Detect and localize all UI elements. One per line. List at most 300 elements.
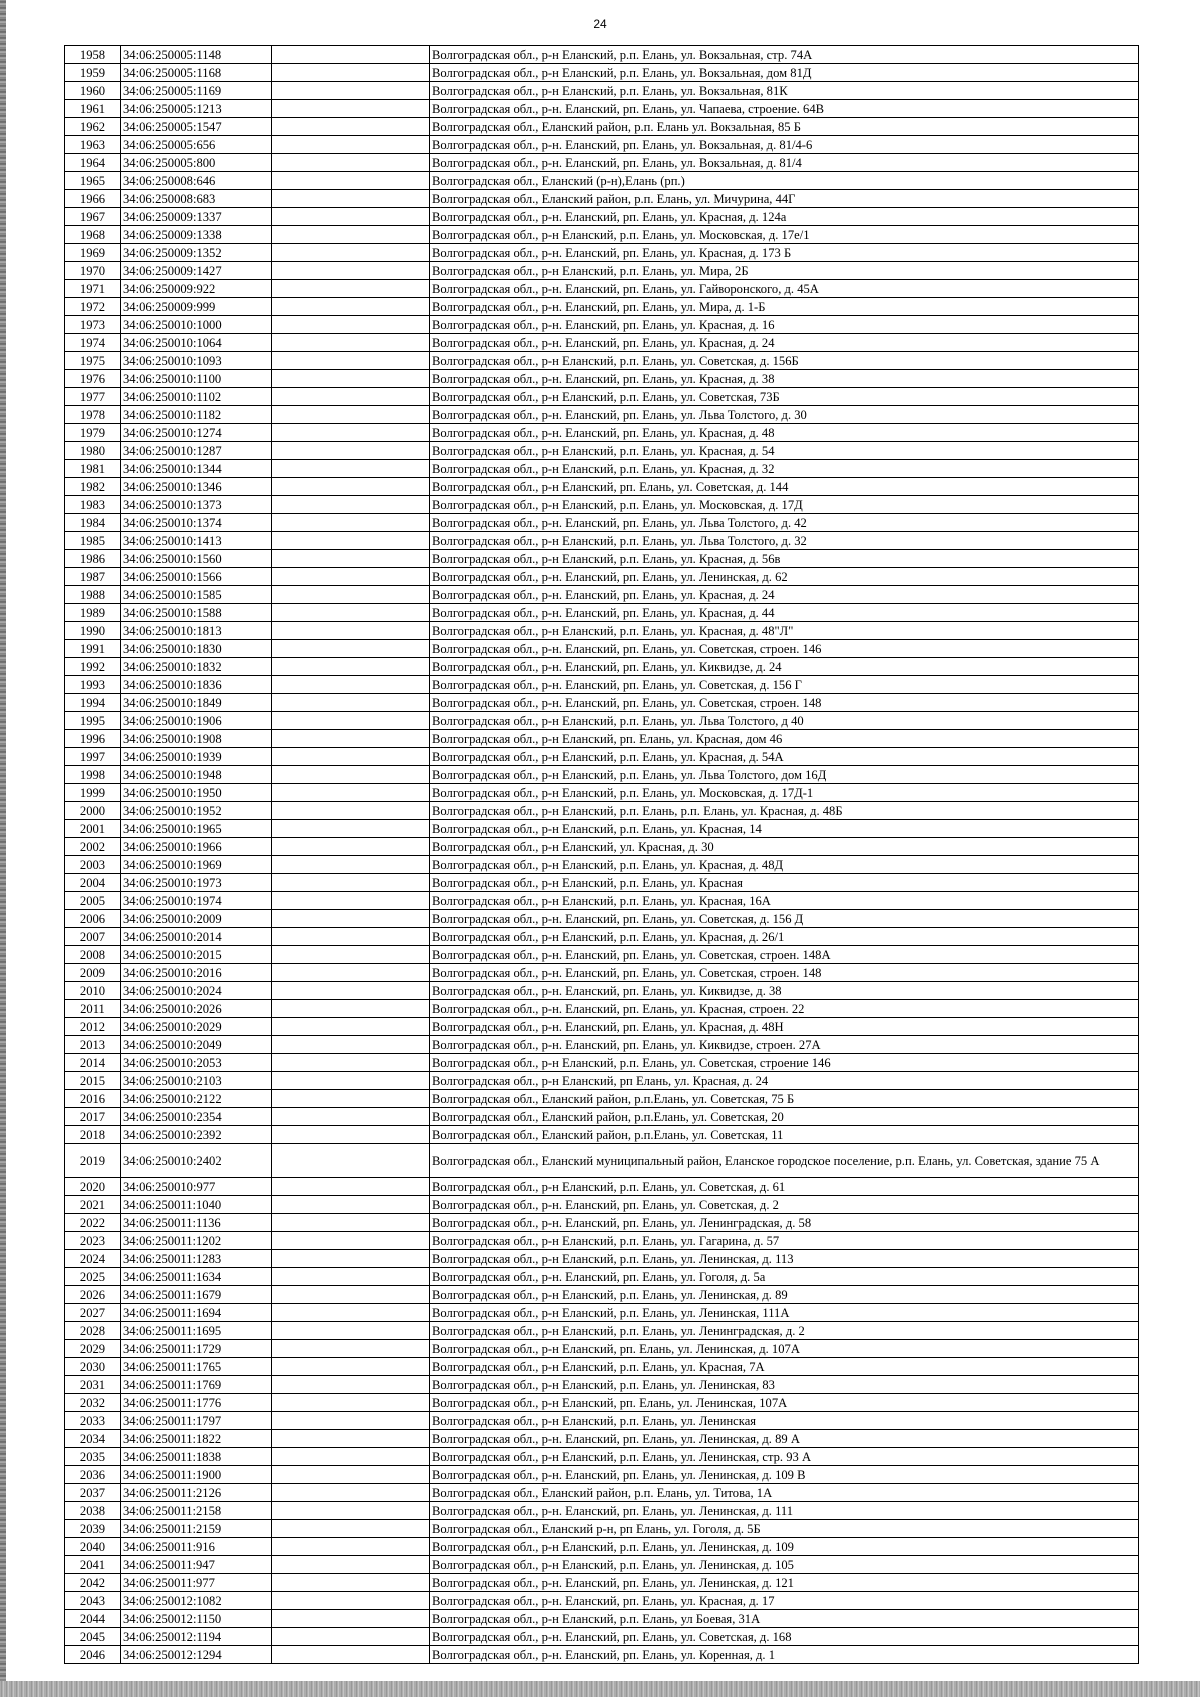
- table-row: [65, 1144, 1139, 1178]
- address-cell: Волгоградская обл., р-н Еланский, р.п. Елань, ул. Ленинградская, д. 2: [430, 1322, 1139, 1340]
- row-number-cell: 2035: [65, 1448, 121, 1466]
- empty-cell: [272, 1090, 430, 1108]
- cadastral-number-cell: 34:06:250010:1287: [121, 442, 272, 460]
- row-number-cell: 2041: [65, 1556, 121, 1574]
- cadastral-number-cell: 34:06:250011:947: [121, 1556, 272, 1574]
- row-number-cell: 1983: [65, 496, 121, 514]
- address-cell: Волгоградская обл., р-н. Еланский, рп. Елань, ул. Красная, д. 124а: [430, 208, 1139, 226]
- empty-cell: [272, 910, 430, 928]
- empty-cell: [272, 622, 430, 640]
- table-row: [65, 208, 1139, 226]
- address-cell: Волгоградская обл., Еланский (р-н),Елань (рп.): [430, 172, 1139, 190]
- table-row: [65, 1072, 1139, 1090]
- row-number-cell: 2026: [65, 1286, 121, 1304]
- address-cell: Волгоградская обл., р-н. Еланский, рп. Елань, ул. Красная, д. 17: [430, 1592, 1139, 1610]
- row-number-cell: 2036: [65, 1466, 121, 1484]
- cadastral-number-cell: 34:06:250010:1908: [121, 730, 272, 748]
- registry-table-body: [65, 46, 1139, 1664]
- row-number-cell: 2033: [65, 1412, 121, 1430]
- empty-cell: [272, 748, 430, 766]
- table-row: [65, 496, 1139, 514]
- empty-cell: [272, 1376, 430, 1394]
- address-cell: Волгоградская обл., р-н Еланский, р.п. Елань, ул. Ленинская, стр. 93 А: [430, 1448, 1139, 1466]
- address-cell: Волгоградская обл., р-н. Еланский, рп. Елань, ул. Ленинская, д. 111: [430, 1502, 1139, 1520]
- table-row: [65, 136, 1139, 154]
- address-cell: Волгоградская обл., р-н. Еланский, рп. Елань, ул. Мира, д. 1-Б: [430, 298, 1139, 316]
- row-number-cell: 1974: [65, 334, 121, 352]
- address-cell: Волгоградская обл., р-н. Еланский, рп. Елань, ул. Советская, д. 156 Д: [430, 910, 1139, 928]
- table-row: [65, 1340, 1139, 1358]
- table-row: [65, 1250, 1139, 1268]
- empty-cell: [272, 1430, 430, 1448]
- empty-cell: [272, 100, 430, 118]
- cadastral-number-cell: 34:06:250011:1694: [121, 1304, 272, 1322]
- table-row: [65, 1214, 1139, 1232]
- address-cell: Волгоградская обл., р-н. Еланский, рп. Елань, ул. Киквидзе, строен. 27А: [430, 1036, 1139, 1054]
- table-row: [65, 1196, 1139, 1214]
- row-number-cell: 2023: [65, 1232, 121, 1250]
- cadastral-number-cell: 34:06:250010:2024: [121, 982, 272, 1000]
- cadastral-number-cell: 34:06:250010:2402: [121, 1144, 272, 1178]
- table-row: [65, 586, 1139, 604]
- address-cell: Волгоградская обл., р-н. Еланский, рп. Елань, ул. Красная, д. 16: [430, 316, 1139, 334]
- row-number-cell: 2025: [65, 1268, 121, 1286]
- empty-cell: [272, 874, 430, 892]
- empty-cell: [272, 1628, 430, 1646]
- address-cell: Волгоградская обл., р-н Еланский, р.п. Елань, ул. Красная, 14: [430, 820, 1139, 838]
- cadastral-number-cell: 34:06:250010:2009: [121, 910, 272, 928]
- table-row: [65, 532, 1139, 550]
- cadastral-number-cell: 34:06:250010:1566: [121, 568, 272, 586]
- address-cell: Волгоградская обл., р-н Еланский, р.п. Елань, ул. Красная, д. 54: [430, 442, 1139, 460]
- empty-cell: [272, 1502, 430, 1520]
- row-number-cell: 2021: [65, 1196, 121, 1214]
- table-row: [65, 1394, 1139, 1412]
- address-cell: Волгоградская обл., р-н Еланский, р.п. Елань, ул. Льва Толстого, д 40: [430, 712, 1139, 730]
- cadastral-number-cell: 34:06:250009:1338: [121, 226, 272, 244]
- empty-cell: [272, 586, 430, 604]
- table-row: [65, 1090, 1139, 1108]
- row-number-cell: 2006: [65, 910, 121, 928]
- address-cell: Волгоградская обл., р-н Еланский, р.п. Елань, ул. Красная, д. 32: [430, 460, 1139, 478]
- empty-cell: [272, 190, 430, 208]
- empty-cell: [272, 82, 430, 100]
- cadastral-number-cell: 34:06:250005:800: [121, 154, 272, 172]
- table-row: [65, 1448, 1139, 1466]
- row-number-cell: 2013: [65, 1036, 121, 1054]
- address-cell: Волгоградская обл., р-н. Еланский, рп. Елань, ул. Красная, строен. 22: [430, 1000, 1139, 1018]
- table-row: [65, 730, 1139, 748]
- cadastral-number-cell: 34:06:250011:1283: [121, 1250, 272, 1268]
- empty-cell: [272, 406, 430, 424]
- cadastral-number-cell: 34:06:250005:1169: [121, 82, 272, 100]
- table-row: [65, 1358, 1139, 1376]
- cadastral-number-cell: 34:06:250010:1100: [121, 370, 272, 388]
- cadastral-number-cell: 34:06:250011:1822: [121, 1430, 272, 1448]
- table-row: [65, 928, 1139, 946]
- table-row: [65, 1304, 1139, 1322]
- row-number-cell: 1982: [65, 478, 121, 496]
- empty-cell: [272, 1610, 430, 1628]
- table-row: [65, 442, 1139, 460]
- empty-cell: [272, 1268, 430, 1286]
- row-number-cell: 2024: [65, 1250, 121, 1268]
- cadastral-number-cell: 34:06:250011:916: [121, 1538, 272, 1556]
- table-row: [65, 694, 1139, 712]
- row-number-cell: 1979: [65, 424, 121, 442]
- table-row: [65, 622, 1139, 640]
- table-row: [65, 172, 1139, 190]
- table-row: [65, 190, 1139, 208]
- cadastral-number-cell: 34:06:250010:1813: [121, 622, 272, 640]
- cadastral-number-cell: 34:06:250010:1830: [121, 640, 272, 658]
- row-number-cell: 1972: [65, 298, 121, 316]
- cadastral-number-cell: 34:06:250010:1373: [121, 496, 272, 514]
- row-number-cell: 1968: [65, 226, 121, 244]
- address-cell: Волгоградская обл., р-н Еланский, р.п. Елань, ул. Мира, 2Б: [430, 262, 1139, 280]
- empty-cell: [272, 118, 430, 136]
- empty-cell: [272, 1178, 430, 1196]
- row-number-cell: 2003: [65, 856, 121, 874]
- row-number-cell: 2000: [65, 802, 121, 820]
- row-number-cell: 2042: [65, 1574, 121, 1592]
- empty-cell: [272, 1520, 430, 1538]
- row-number-cell: 1998: [65, 766, 121, 784]
- row-number-cell: 1965: [65, 172, 121, 190]
- row-number-cell: 2019: [65, 1144, 121, 1178]
- row-number-cell: 2011: [65, 1000, 121, 1018]
- cadastral-number-cell: 34:06:250010:1274: [121, 424, 272, 442]
- row-number-cell: 2012: [65, 1018, 121, 1036]
- empty-cell: [272, 1556, 430, 1574]
- empty-cell: [272, 1340, 430, 1358]
- table-row: [65, 226, 1139, 244]
- row-number-cell: 1962: [65, 118, 121, 136]
- address-cell: Волгоградская обл., Еланский район, р.п.Елань, ул. Советская, 11: [430, 1126, 1139, 1144]
- row-number-cell: 2002: [65, 838, 121, 856]
- address-cell: Волгоградская обл., р-н Еланский, р.п. Елань, ул. Советская, д. 156Б: [430, 352, 1139, 370]
- cadastral-number-cell: 34:06:250010:1182: [121, 406, 272, 424]
- cadastral-number-cell: 34:06:250012:1150: [121, 1610, 272, 1628]
- row-number-cell: 1976: [65, 370, 121, 388]
- empty-cell: [272, 658, 430, 676]
- address-cell: Волгоградская обл., р-н Еланский, р.п. Елань, ул. Московская, д. 17е/1: [430, 226, 1139, 244]
- table-row: [65, 568, 1139, 586]
- address-cell: Волгоградская обл., р-н. Еланский, рп. Елань, ул. Советская, д. 2: [430, 1196, 1139, 1214]
- address-cell: Волгоградская обл., р-н. Еланский, рп. Елань, ул. Красная, д. 44: [430, 604, 1139, 622]
- cadastral-number-cell: 34:06:250011:1679: [121, 1286, 272, 1304]
- empty-cell: [272, 352, 430, 370]
- table-row: [65, 154, 1139, 172]
- table-row: [65, 784, 1139, 802]
- cadastral-number-cell: 34:06:250010:1969: [121, 856, 272, 874]
- address-cell: Волгоградская обл., р-н Еланский, р.п. Елань, ул. Московская, д. 17Д-1: [430, 784, 1139, 802]
- table-row: [65, 406, 1139, 424]
- empty-cell: [272, 1286, 430, 1304]
- row-number-cell: 2017: [65, 1108, 121, 1126]
- row-number-cell: 2027: [65, 1304, 121, 1322]
- empty-cell: [272, 604, 430, 622]
- table-row: [65, 1646, 1139, 1664]
- cadastral-number-cell: 34:06:250011:2158: [121, 1502, 272, 1520]
- address-cell: Волгоградская обл., р-н Еланский, р.п. Елань, ул. Советская, 73Б: [430, 388, 1139, 406]
- address-cell: Волгоградская обл., р-н. Еланский, рп. Елань, ул. Красная, д. 48Н: [430, 1018, 1139, 1036]
- table-row: [65, 100, 1139, 118]
- table-row: [65, 1232, 1139, 1250]
- cadastral-number-cell: 34:06:250010:1064: [121, 334, 272, 352]
- address-cell: Волгоградская обл., р-н Еланский, р.п. Елань, ул. Вокзальная, стр. 74А: [430, 46, 1139, 64]
- cadastral-number-cell: 34:06:250008:646: [121, 172, 272, 190]
- cadastral-number-cell: 34:06:250009:1427: [121, 262, 272, 280]
- cadastral-number-cell: 34:06:250009:1352: [121, 244, 272, 262]
- table-row: [65, 478, 1139, 496]
- empty-cell: [272, 1574, 430, 1592]
- address-cell: Волгоградская обл., р-н. Еланский, рп. Елань, ул. Красная, д. 173 Б: [430, 244, 1139, 262]
- table-row: [65, 1412, 1139, 1430]
- address-cell: Волгоградская обл., р-н Еланский, р.п. Елань, р.п. Елань, ул. Красная, д. 48Б: [430, 802, 1139, 820]
- empty-cell: [272, 1018, 430, 1036]
- address-cell: Волгоградская обл., р-н Еланский, р.п. Елань, ул. Ленинская, д. 105: [430, 1556, 1139, 1574]
- cadastral-number-cell: 34:06:250010:1966: [121, 838, 272, 856]
- row-number-cell: 1985: [65, 532, 121, 550]
- cadastral-number-cell: 34:06:250010:2103: [121, 1072, 272, 1090]
- cadastral-number-cell: 34:06:250010:1849: [121, 694, 272, 712]
- address-cell: Волгоградская обл., р-н. Еланский, рп. Елань, ул. Киквидзе, д. 24: [430, 658, 1139, 676]
- cadastral-number-cell: 34:06:250012:1194: [121, 1628, 272, 1646]
- empty-cell: [272, 226, 430, 244]
- address-cell: Волгоградская обл., р-н. Еланский, рп. Елань, ул. Советская, д. 156 Г: [430, 676, 1139, 694]
- cadastral-number-cell: 34:06:250011:1136: [121, 1214, 272, 1232]
- empty-cell: [272, 784, 430, 802]
- cadastral-number-cell: 34:06:250010:1093: [121, 352, 272, 370]
- row-number-cell: 2005: [65, 892, 121, 910]
- row-number-cell: 2016: [65, 1090, 121, 1108]
- empty-cell: [272, 154, 430, 172]
- cadastral-number-cell: 34:06:250010:2049: [121, 1036, 272, 1054]
- empty-cell: [272, 676, 430, 694]
- empty-cell: [272, 1304, 430, 1322]
- row-number-cell: 1999: [65, 784, 121, 802]
- cadastral-number-cell: 34:06:250005:1168: [121, 64, 272, 82]
- address-cell: Волгоградская обл., р-н Еланский, р.п. Елань, ул. Льва Толстого, д. 32: [430, 532, 1139, 550]
- cadastral-number-cell: 34:06:250008:683: [121, 190, 272, 208]
- empty-cell: [272, 514, 430, 532]
- row-number-cell: 1966: [65, 190, 121, 208]
- address-cell: Волгоградская обл., р-н Еланский, рп. Елань, ул. Ленинская, д. 107А: [430, 1340, 1139, 1358]
- address-cell: Волгоградская обл., Еланский район, р.п. Елань, ул. Мичурина, 44Г: [430, 190, 1139, 208]
- address-cell: Волгоградская обл., р-н Еланский, р.п. Елань, ул. Льва Толстого, дом 16Д: [430, 766, 1139, 784]
- row-number-cell: 2045: [65, 1628, 121, 1646]
- row-number-cell: 1961: [65, 100, 121, 118]
- empty-cell: [272, 298, 430, 316]
- empty-cell: [272, 856, 430, 874]
- table-row: [65, 1054, 1139, 1072]
- table-row: [65, 1484, 1139, 1502]
- address-cell: Волгоградская обл., р-н Еланский, р.п. Елань, ул. Красная: [430, 874, 1139, 892]
- table-row: [65, 712, 1139, 730]
- empty-cell: [272, 1394, 430, 1412]
- cadastral-number-cell: 34:06:250012:1294: [121, 1646, 272, 1664]
- table-row: [65, 262, 1139, 280]
- empty-cell: [272, 568, 430, 586]
- empty-cell: [272, 1448, 430, 1466]
- table-row: [65, 658, 1139, 676]
- cadastral-number-cell: 34:06:250010:1965: [121, 820, 272, 838]
- scan-edge-left: [0, 0, 6, 1697]
- table-row: [65, 676, 1139, 694]
- address-cell: Волгоградская обл., р-н Еланский, р.п. Елань, ул. Вокзальная, дом 81Д: [430, 64, 1139, 82]
- table-row: [65, 514, 1139, 532]
- cadastral-number-cell: 34:06:250010:1102: [121, 388, 272, 406]
- row-number-cell: 1987: [65, 568, 121, 586]
- table-row: [65, 766, 1139, 784]
- table-row: [65, 1466, 1139, 1484]
- cadastral-number-cell: 34:06:250011:1765: [121, 1358, 272, 1376]
- row-number-cell: 2022: [65, 1214, 121, 1232]
- table-row: [65, 118, 1139, 136]
- cadastral-number-cell: 34:06:250010:977: [121, 1178, 272, 1196]
- row-number-cell: 1967: [65, 208, 121, 226]
- cadastral-number-cell: 34:06:250010:1974: [121, 892, 272, 910]
- address-cell: Волгоградская обл., Еланский район, р.п. Елань, ул. Титова, 1А: [430, 1484, 1139, 1502]
- address-cell: Волгоградская обл., р-н Еланский, р.п. Елань, ул. Ленинская, 111А: [430, 1304, 1139, 1322]
- table-row: [65, 1376, 1139, 1394]
- cadastral-number-cell: 34:06:250009:922: [121, 280, 272, 298]
- table-row: [65, 820, 1139, 838]
- address-cell: Волгоградская обл., р-н. Еланский, рп. Елань, ул. Гоголя, д. 5а: [430, 1268, 1139, 1286]
- row-number-cell: 1969: [65, 244, 121, 262]
- address-cell: Волгоградская обл., р-н. Еланский, рп. Елань, ул. Ленинская, д. 121: [430, 1574, 1139, 1592]
- table-row: [65, 280, 1139, 298]
- cadastral-number-cell: 34:06:250011:1040: [121, 1196, 272, 1214]
- empty-cell: [272, 46, 430, 64]
- empty-cell: [272, 460, 430, 478]
- address-cell: Волгоградская обл., р-н Еланский, рп. Елань, ул. Красная, дом 46: [430, 730, 1139, 748]
- empty-cell: [272, 1232, 430, 1250]
- cadastral-number-cell: 34:06:250010:1836: [121, 676, 272, 694]
- cadastral-number-cell: 34:06:250011:1634: [121, 1268, 272, 1286]
- empty-cell: [272, 370, 430, 388]
- empty-cell: [272, 1592, 430, 1610]
- empty-cell: [272, 730, 430, 748]
- table-row: [65, 1430, 1139, 1448]
- address-cell: Волгоградская обл., Еланский район, р.п.Елань, ул. Советская, 75 Б: [430, 1090, 1139, 1108]
- cadastral-number-cell: 34:06:250010:1585: [121, 586, 272, 604]
- row-number-cell: 1978: [65, 406, 121, 424]
- cadastral-number-cell: 34:06:250011:1900: [121, 1466, 272, 1484]
- table-row: [65, 1610, 1139, 1628]
- empty-cell: [272, 478, 430, 496]
- row-number-cell: 2037: [65, 1484, 121, 1502]
- empty-cell: [272, 64, 430, 82]
- address-cell: Волгоградская обл., Еланский муниципальный район, Еланское городское поселение, р.п. Елань, ул. Советская, здание 75 А: [430, 1144, 1139, 1178]
- address-cell: Волгоградская обл., р-н. Еланский, рп. Елань, ул. Гайворонского, д. 45А: [430, 280, 1139, 298]
- table-row: [65, 1520, 1139, 1538]
- table-row: [65, 802, 1139, 820]
- address-cell: Волгоградская обл., р-н Еланский, р.п. Елань, ул. Ленинская, д. 113: [430, 1250, 1139, 1268]
- row-number-cell: 2046: [65, 1646, 121, 1664]
- empty-cell: [272, 946, 430, 964]
- address-cell: Волгоградская обл., р-н Еланский, р.п. Елань, ул. Красная, д. 48"Л": [430, 622, 1139, 640]
- cadastral-number-cell: 34:06:250010:2026: [121, 1000, 272, 1018]
- cadastral-number-cell: 34:06:250010:1344: [121, 460, 272, 478]
- scan-edge-bottom: [0, 1681, 1200, 1697]
- cadastral-number-cell: 34:06:250005:1547: [121, 118, 272, 136]
- row-number-cell: 1963: [65, 136, 121, 154]
- empty-cell: [272, 1054, 430, 1072]
- cadastral-number-cell: 34:06:250010:2015: [121, 946, 272, 964]
- row-number-cell: 2032: [65, 1394, 121, 1412]
- table-row: [65, 1000, 1139, 1018]
- row-number-cell: 2040: [65, 1538, 121, 1556]
- address-cell: Волгоградская обл., р-н Еланский, р.п. Елань, ул. Красная, д. 48Д: [430, 856, 1139, 874]
- empty-cell: [272, 1322, 430, 1340]
- cadastral-number-cell: 34:06:250010:1588: [121, 604, 272, 622]
- empty-cell: [272, 1144, 430, 1178]
- cadastral-number-cell: 34:06:250010:1952: [121, 802, 272, 820]
- address-cell: Волгоградская обл., р-н. Еланский, рп. Елань, ул. Ленинская, д. 89 А: [430, 1430, 1139, 1448]
- table-row: [65, 1322, 1139, 1340]
- address-cell: Волгоградская обл., р-н. Еланский, рп. Елань, ул. Советская, строен. 146: [430, 640, 1139, 658]
- address-cell: Волгоградская обл., р-н Еланский, р.п. Елань, ул. Гагарина, д. 57: [430, 1232, 1139, 1250]
- empty-cell: [272, 1108, 430, 1126]
- address-cell: Волгоградская обл., р-н. Еланский, рп. Елань, ул. Вокзальная, д. 81/4-6: [430, 136, 1139, 154]
- table-row: [65, 298, 1139, 316]
- table-row: [65, 910, 1139, 928]
- address-cell: Волгоградская обл., р-н. Еланский, рп. Елань, ул. Красная, д. 48: [430, 424, 1139, 442]
- row-number-cell: 2014: [65, 1054, 121, 1072]
- empty-cell: [272, 1412, 430, 1430]
- address-cell: Волгоградская обл., р-н Еланский, р.п. Елань, ул. Советская, строение 146: [430, 1054, 1139, 1072]
- empty-cell: [272, 820, 430, 838]
- table-row: [65, 838, 1139, 856]
- address-cell: Волгоградская обл., р-н. Еланский, рп. Елань, ул. Советская, строен. 148: [430, 964, 1139, 982]
- cadastral-number-cell: 34:06:250012:1082: [121, 1592, 272, 1610]
- table-row: [65, 550, 1139, 568]
- address-cell: Волгоградская обл., р-н. Еланский, рп. Елань, ул. Льва Толстого, д. 30: [430, 406, 1139, 424]
- address-cell: Волгоградская обл., р-н Еланский, р.п. Елань, ул. Красная, 7А: [430, 1358, 1139, 1376]
- row-number-cell: 1995: [65, 712, 121, 730]
- cadastral-number-cell: 34:06:250010:1374: [121, 514, 272, 532]
- empty-cell: [272, 838, 430, 856]
- address-cell: Волгоградская обл., р-н. Еланский, рп. Елань, ул. Красная, д. 38: [430, 370, 1139, 388]
- cadastral-number-cell: 34:06:250010:2029: [121, 1018, 272, 1036]
- address-cell: Волгоградская обл., р-н. Еланский, рп. Елань, ул. Коренная, д. 1: [430, 1646, 1139, 1664]
- table-row: [65, 964, 1139, 982]
- empty-cell: [272, 424, 430, 442]
- cadastral-number-cell: 34:06:250009:999: [121, 298, 272, 316]
- table-row: [65, 82, 1139, 100]
- cadastral-number-cell: 34:06:250005:1213: [121, 100, 272, 118]
- cadastral-number-cell: 34:06:250011:1695: [121, 1322, 272, 1340]
- cadastral-number-cell: 34:06:250011:1202: [121, 1232, 272, 1250]
- table-row: [65, 856, 1139, 874]
- row-number-cell: 1959: [65, 64, 121, 82]
- empty-cell: [272, 496, 430, 514]
- empty-cell: [272, 982, 430, 1000]
- row-number-cell: 2001: [65, 820, 121, 838]
- address-cell: Волгоградская обл., р-н. Еланский, рп. Елань, ул. Ленинская, д. 109 В: [430, 1466, 1139, 1484]
- row-number-cell: 1973: [65, 316, 121, 334]
- table-row: [65, 352, 1139, 370]
- cadastral-number-cell: 34:06:250010:1973: [121, 874, 272, 892]
- row-number-cell: 2034: [65, 1430, 121, 1448]
- address-cell: Волгоградская обл., р-н. Еланский, рп. Елань, ул. Советская, д. 168: [430, 1628, 1139, 1646]
- address-cell: Волгоградская обл., р-н. Еланский, рп. Елань, ул. Красная, д. 24: [430, 586, 1139, 604]
- row-number-cell: 2020: [65, 1178, 121, 1196]
- row-number-cell: 1964: [65, 154, 121, 172]
- table-row: [65, 64, 1139, 82]
